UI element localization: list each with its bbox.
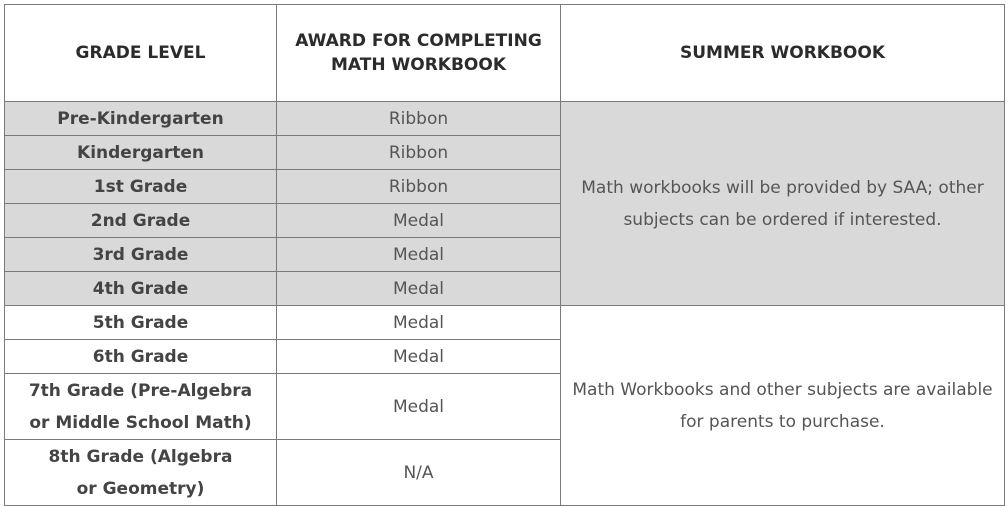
summer-note-cell: Math workbooks will be provided by SAA; other subjects can be ordered if interested. bbox=[561, 102, 1005, 306]
award-cell: Medal bbox=[277, 204, 561, 238]
award-cell: Medal bbox=[277, 306, 561, 340]
award-cell: Medal bbox=[277, 340, 561, 374]
grade-cell: 6th Grade bbox=[5, 340, 277, 374]
award-cell: Medal bbox=[277, 238, 561, 272]
grade-cell: 5th Grade bbox=[5, 306, 277, 340]
grade-cell: 3rd Grade bbox=[5, 238, 277, 272]
grade-cell: Pre-Kindergarten bbox=[5, 102, 277, 136]
award-cell: Medal bbox=[277, 374, 561, 440]
header-award: AWARD FOR COMPLETING MATH WORKBOOK bbox=[277, 5, 561, 102]
award-cell: Ribbon bbox=[277, 102, 561, 136]
award-cell: Ribbon bbox=[277, 136, 561, 170]
summer-note-cell: Math Workbooks and other subjects are available for parents to purchase. bbox=[561, 306, 1005, 506]
table-row bbox=[5, 306, 1005, 340]
grade-cell: Kindergarten bbox=[5, 136, 277, 170]
header-summer-workbook: SUMMER WORKBOOK bbox=[561, 5, 1005, 102]
grade-cell: 1st Grade bbox=[5, 170, 277, 204]
award-table bbox=[4, 4, 1005, 506]
header-grade-level: GRADE LEVEL bbox=[5, 5, 277, 102]
grade-cell: 4th Grade bbox=[5, 272, 277, 306]
grade-cell: 8th Grade (Algebra or Geometry) bbox=[5, 440, 277, 506]
award-cell: Medal bbox=[277, 272, 561, 306]
table-row bbox=[5, 102, 1005, 136]
award-cell: Ribbon bbox=[277, 170, 561, 204]
award-cell: N/A bbox=[277, 440, 561, 506]
grade-cell: 2nd Grade bbox=[5, 204, 277, 238]
grade-cell: 7th Grade (Pre-Algebra or Middle School Math) bbox=[5, 374, 277, 440]
